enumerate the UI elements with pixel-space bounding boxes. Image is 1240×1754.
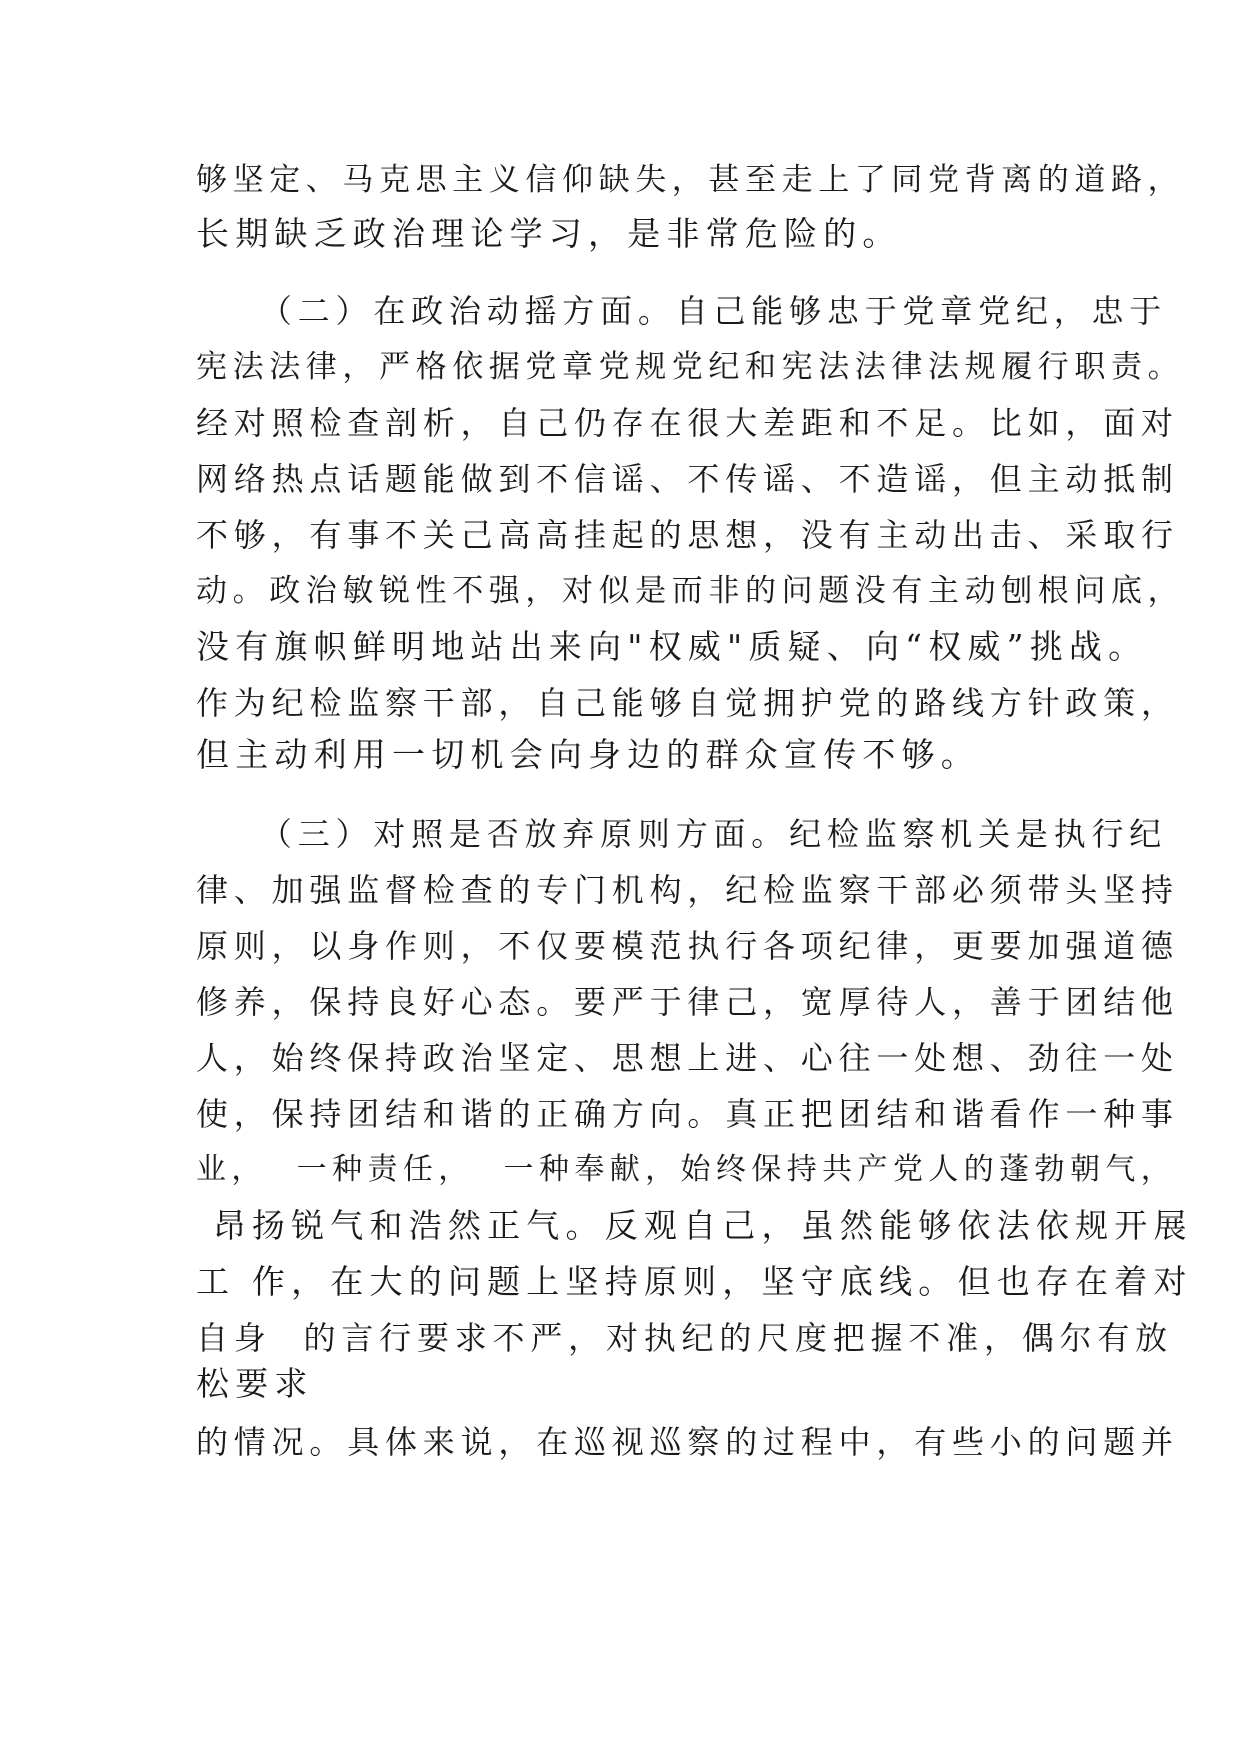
text-line: 够坚定、马克思主义信仰缺失，甚至走上了同党背离的道路， bbox=[196, 162, 1185, 198]
text-line: 长期缺乏政治理论学习，是非常危险的。 bbox=[196, 214, 902, 253]
text-line: 自身 的言行要求不严，对执纪的尺度把握不准，偶尔有放 bbox=[196, 1319, 1173, 1357]
text-line: 但主动利用一切机会向身边的群众宣传不够。 bbox=[196, 735, 980, 774]
text-line: 没有旗帜鲜明地站出来向"权威"质疑、向“权威”挑战。 bbox=[196, 627, 1148, 666]
text-line: 动。政治敏锐性不强，对似是而非的问题没有主动刨根问底， bbox=[196, 573, 1185, 609]
text-line: 修养，保持良好心态。要严于律己，宽厚待人，善于团结他 bbox=[196, 983, 1179, 1021]
text-line: 的情况。具体来说，在巡视巡察的过程中，有些小的问题并 bbox=[196, 1423, 1179, 1461]
text-line: 工 作，在大的问题上坚持原则，坚守底线。但也存在着对 bbox=[196, 1262, 1193, 1301]
text-line: 作为纪检监察干部，自己能够自觉拥护党的路线方针政策， bbox=[196, 684, 1179, 722]
text-line: 松要求 bbox=[196, 1364, 314, 1403]
text-line: 律、加强监督检查的专门机构，纪检监察干部必须带头坚持 bbox=[196, 871, 1179, 909]
text-line: 经对照检查剖析，自己仍存在很大差距和不足。比如，面对 bbox=[196, 404, 1179, 442]
text-line: 原则，以身作则，不仅要模范执行各项纪律，更要加强道德 bbox=[196, 927, 1179, 965]
text-line: 宪法法律，严格依据党章党规党纪和宪法法律法规履行职责。 bbox=[196, 349, 1185, 385]
text-line: 不够，有事不关己高高挂起的思想，没有主动出击、采取行 bbox=[196, 516, 1179, 554]
text-line: 网络热点话题能做到不信谣、不传谣、不造谣，但主动抵制 bbox=[196, 460, 1179, 498]
text-line: 使，保持团结和谐的正确方向。真正把团结和谐看作一种事 bbox=[196, 1095, 1179, 1133]
paragraph-heading-line: （二）在政治动摇方面。自己能够忠于党章党纪，忠于 bbox=[196, 292, 1168, 330]
text-line: 人，始终保持政治坚定、思想上进、心往一处想、劲往一处 bbox=[196, 1039, 1179, 1077]
paragraph-heading-line: （三）对照是否放弃原则方面。纪检监察机关是执行纪 bbox=[196, 815, 1168, 853]
text-line: 业， 一种责任， 一种奉献，始终保持共产党人的蓬勃朝气， bbox=[196, 1152, 1177, 1187]
text-line: 昂扬锐气和浩然正气。反观自己，虽然能够依法依规开展 bbox=[196, 1206, 1193, 1245]
